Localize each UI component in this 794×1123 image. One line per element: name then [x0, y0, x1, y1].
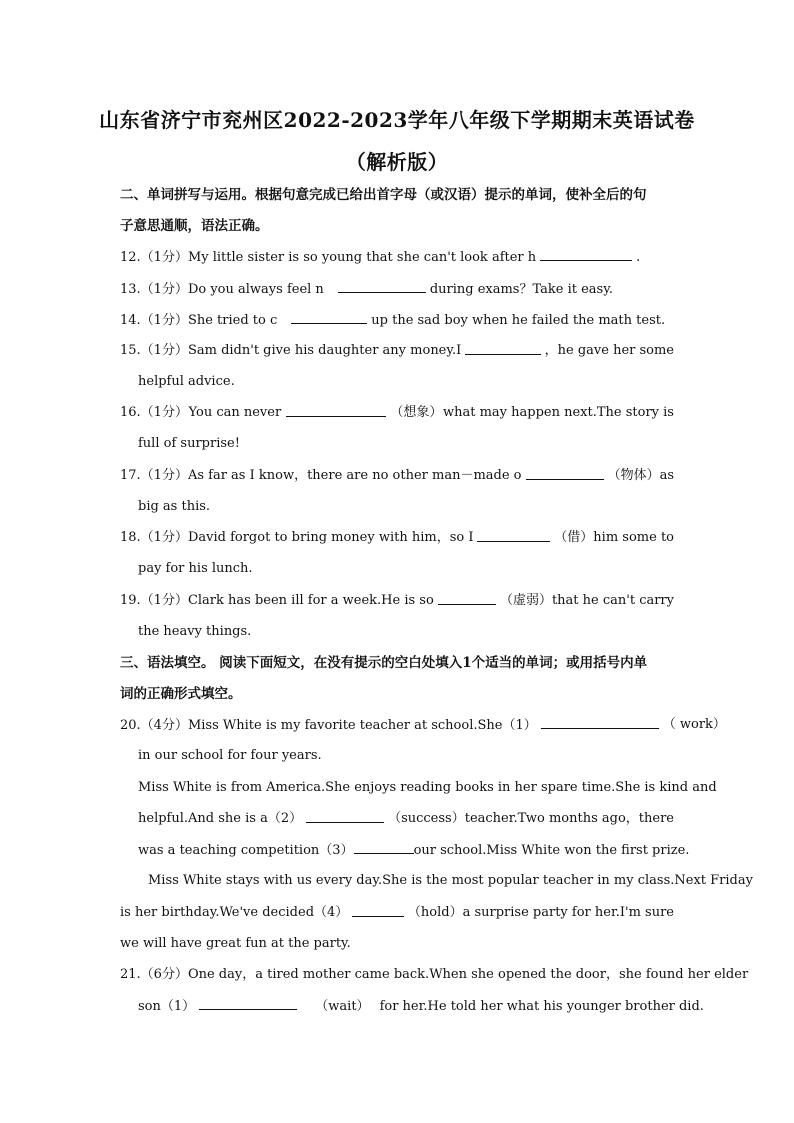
question-text: She tried to c — [187, 313, 278, 328]
answer-blank[interactable] — [438, 592, 496, 605]
question-number: 21.（6分） — [120, 967, 188, 982]
answer-blank[interactable] — [526, 467, 604, 480]
hint-text: （success） — [388, 811, 465, 826]
hint-text: （想象） — [390, 405, 443, 420]
passage-line: Miss White is from America.She enjoys reading books in her spare time.She is kind and — [138, 780, 717, 795]
question-text: Sam didn't give his daughter any money.I — [187, 343, 462, 358]
section3-header-line2: 词的正确形式填空。 — [120, 686, 242, 702]
passage-text: for her.He told her what his younger brother did. — [379, 999, 704, 1014]
question-text: up the sad boy when he failed the math test. — [371, 313, 666, 328]
document-subtitle: （解析版） — [345, 150, 449, 174]
question-number: 17.（1分） — [120, 468, 188, 483]
passage-line — [120, 904, 674, 922]
question-16-continuation: full of surprise! — [138, 436, 240, 451]
passage-text: Miss White is my favorite teacher at school.She（1） — [187, 718, 537, 733]
question-19 — [120, 592, 674, 610]
passage-text: was a teaching competition（3） — [138, 843, 354, 858]
question-number: 12.（1分） — [120, 250, 188, 265]
passage-line — [138, 810, 674, 828]
answer-blank[interactable] — [306, 810, 384, 823]
question-text: during exams？Take it easy. — [429, 282, 613, 297]
answer-blank[interactable] — [338, 280, 426, 293]
question-18 — [120, 529, 674, 547]
answer-blank[interactable] — [465, 342, 540, 355]
question-text: as — [659, 468, 674, 483]
question-text: My little sister is so young that she can't look after h — [187, 250, 537, 265]
section3-header-line1: 三、语法填空。 阅读下面短文，在没有提示的空白处填入1个适当的单词；或用括号内单 — [120, 655, 648, 671]
question-number: 15.（1分） — [120, 343, 188, 358]
passage-line: Miss White stays with us every day.She is the most popular teacher in my class.Next Friday — [148, 873, 753, 888]
answer-blank[interactable] — [291, 311, 367, 324]
section2-header-line2: 子意思通顺，语法正确。 — [120, 218, 269, 234]
question-16 — [120, 404, 674, 422]
passage-line — [138, 997, 704, 1016]
question-text: Do you always feel n — [187, 282, 324, 297]
hint-text: （ work） — [662, 717, 726, 732]
question-text: As far as I know，there are no other man－made o — [187, 468, 522, 483]
question-15 — [120, 342, 674, 360]
hint-text: （虚弱） — [499, 593, 552, 608]
question-text: David forgot to bring money with him，so I — [187, 530, 474, 545]
hint-text: （hold） — [407, 905, 463, 920]
hint-text: （wait） — [315, 999, 370, 1014]
passage-text: One day，a tired mother came back.When she opened the door，she found her elder — [187, 967, 749, 982]
question-18-continuation: pay for his lunch. — [138, 561, 253, 576]
question-text: Clark has been ill for a week.He is so — [187, 593, 434, 608]
question-number: 13.（1分） — [120, 282, 188, 297]
passage-line — [138, 841, 689, 860]
answer-blank[interactable] — [352, 904, 404, 917]
question-text: You can never — [188, 405, 282, 420]
question-20 — [120, 716, 726, 735]
question-text: him some to — [593, 530, 674, 545]
passage-text: son（1） — [138, 999, 196, 1014]
passage-text: a surprise party for her.I'm sure — [462, 905, 674, 920]
question-text: ，he gave her some — [544, 343, 674, 358]
answer-blank[interactable] — [354, 841, 414, 854]
question-number: 20.（4分） — [120, 718, 188, 733]
question-12 — [120, 248, 640, 267]
question-17 — [120, 467, 674, 485]
question-14 — [120, 311, 665, 330]
question-text: that he can't carry — [551, 593, 674, 608]
question-number: 19.（1分） — [120, 593, 188, 608]
passage-text: is her birthday.We've decided（4） — [120, 905, 349, 920]
question-number: 18.（1分） — [120, 530, 188, 545]
question-number: 16.（1分） — [120, 405, 188, 420]
passage-text: our school.Miss White won the first prize. — [413, 843, 690, 858]
question-13 — [120, 280, 613, 299]
passage-line: we will have great fun at the party. — [120, 936, 351, 951]
section2-header-line1: 二、单词拼写与运用。根据句意完成已给出首字母（或汉语）提示的单词，使补全后的句 — [120, 187, 647, 203]
passage-text: helpful.And she is a（2） — [138, 811, 303, 826]
answer-blank[interactable] — [286, 404, 386, 417]
document-title: 山东省济宁市兖州区2022-2023学年八年级下学期期末英语试卷 — [99, 108, 695, 132]
hint-text: （物体） — [607, 468, 660, 483]
answer-blank[interactable] — [199, 997, 297, 1010]
question-text: . — [636, 250, 641, 265]
question-number: 14.（1分） — [120, 313, 188, 328]
hint-text: （借） — [554, 530, 594, 545]
passage-line: in our school for four years. — [138, 748, 322, 763]
question-19-continuation: the heavy things. — [138, 624, 252, 639]
question-text: what may happen next.The story is — [442, 405, 674, 420]
question-15-continuation: helpful advice. — [138, 374, 235, 389]
answer-blank[interactable] — [540, 248, 632, 261]
answer-blank[interactable] — [541, 716, 659, 729]
answer-blank[interactable] — [477, 529, 550, 542]
passage-text: teacher.Two months ago，there — [464, 811, 674, 826]
question-21 — [120, 966, 749, 984]
question-17-continuation: big as this. — [138, 499, 211, 514]
